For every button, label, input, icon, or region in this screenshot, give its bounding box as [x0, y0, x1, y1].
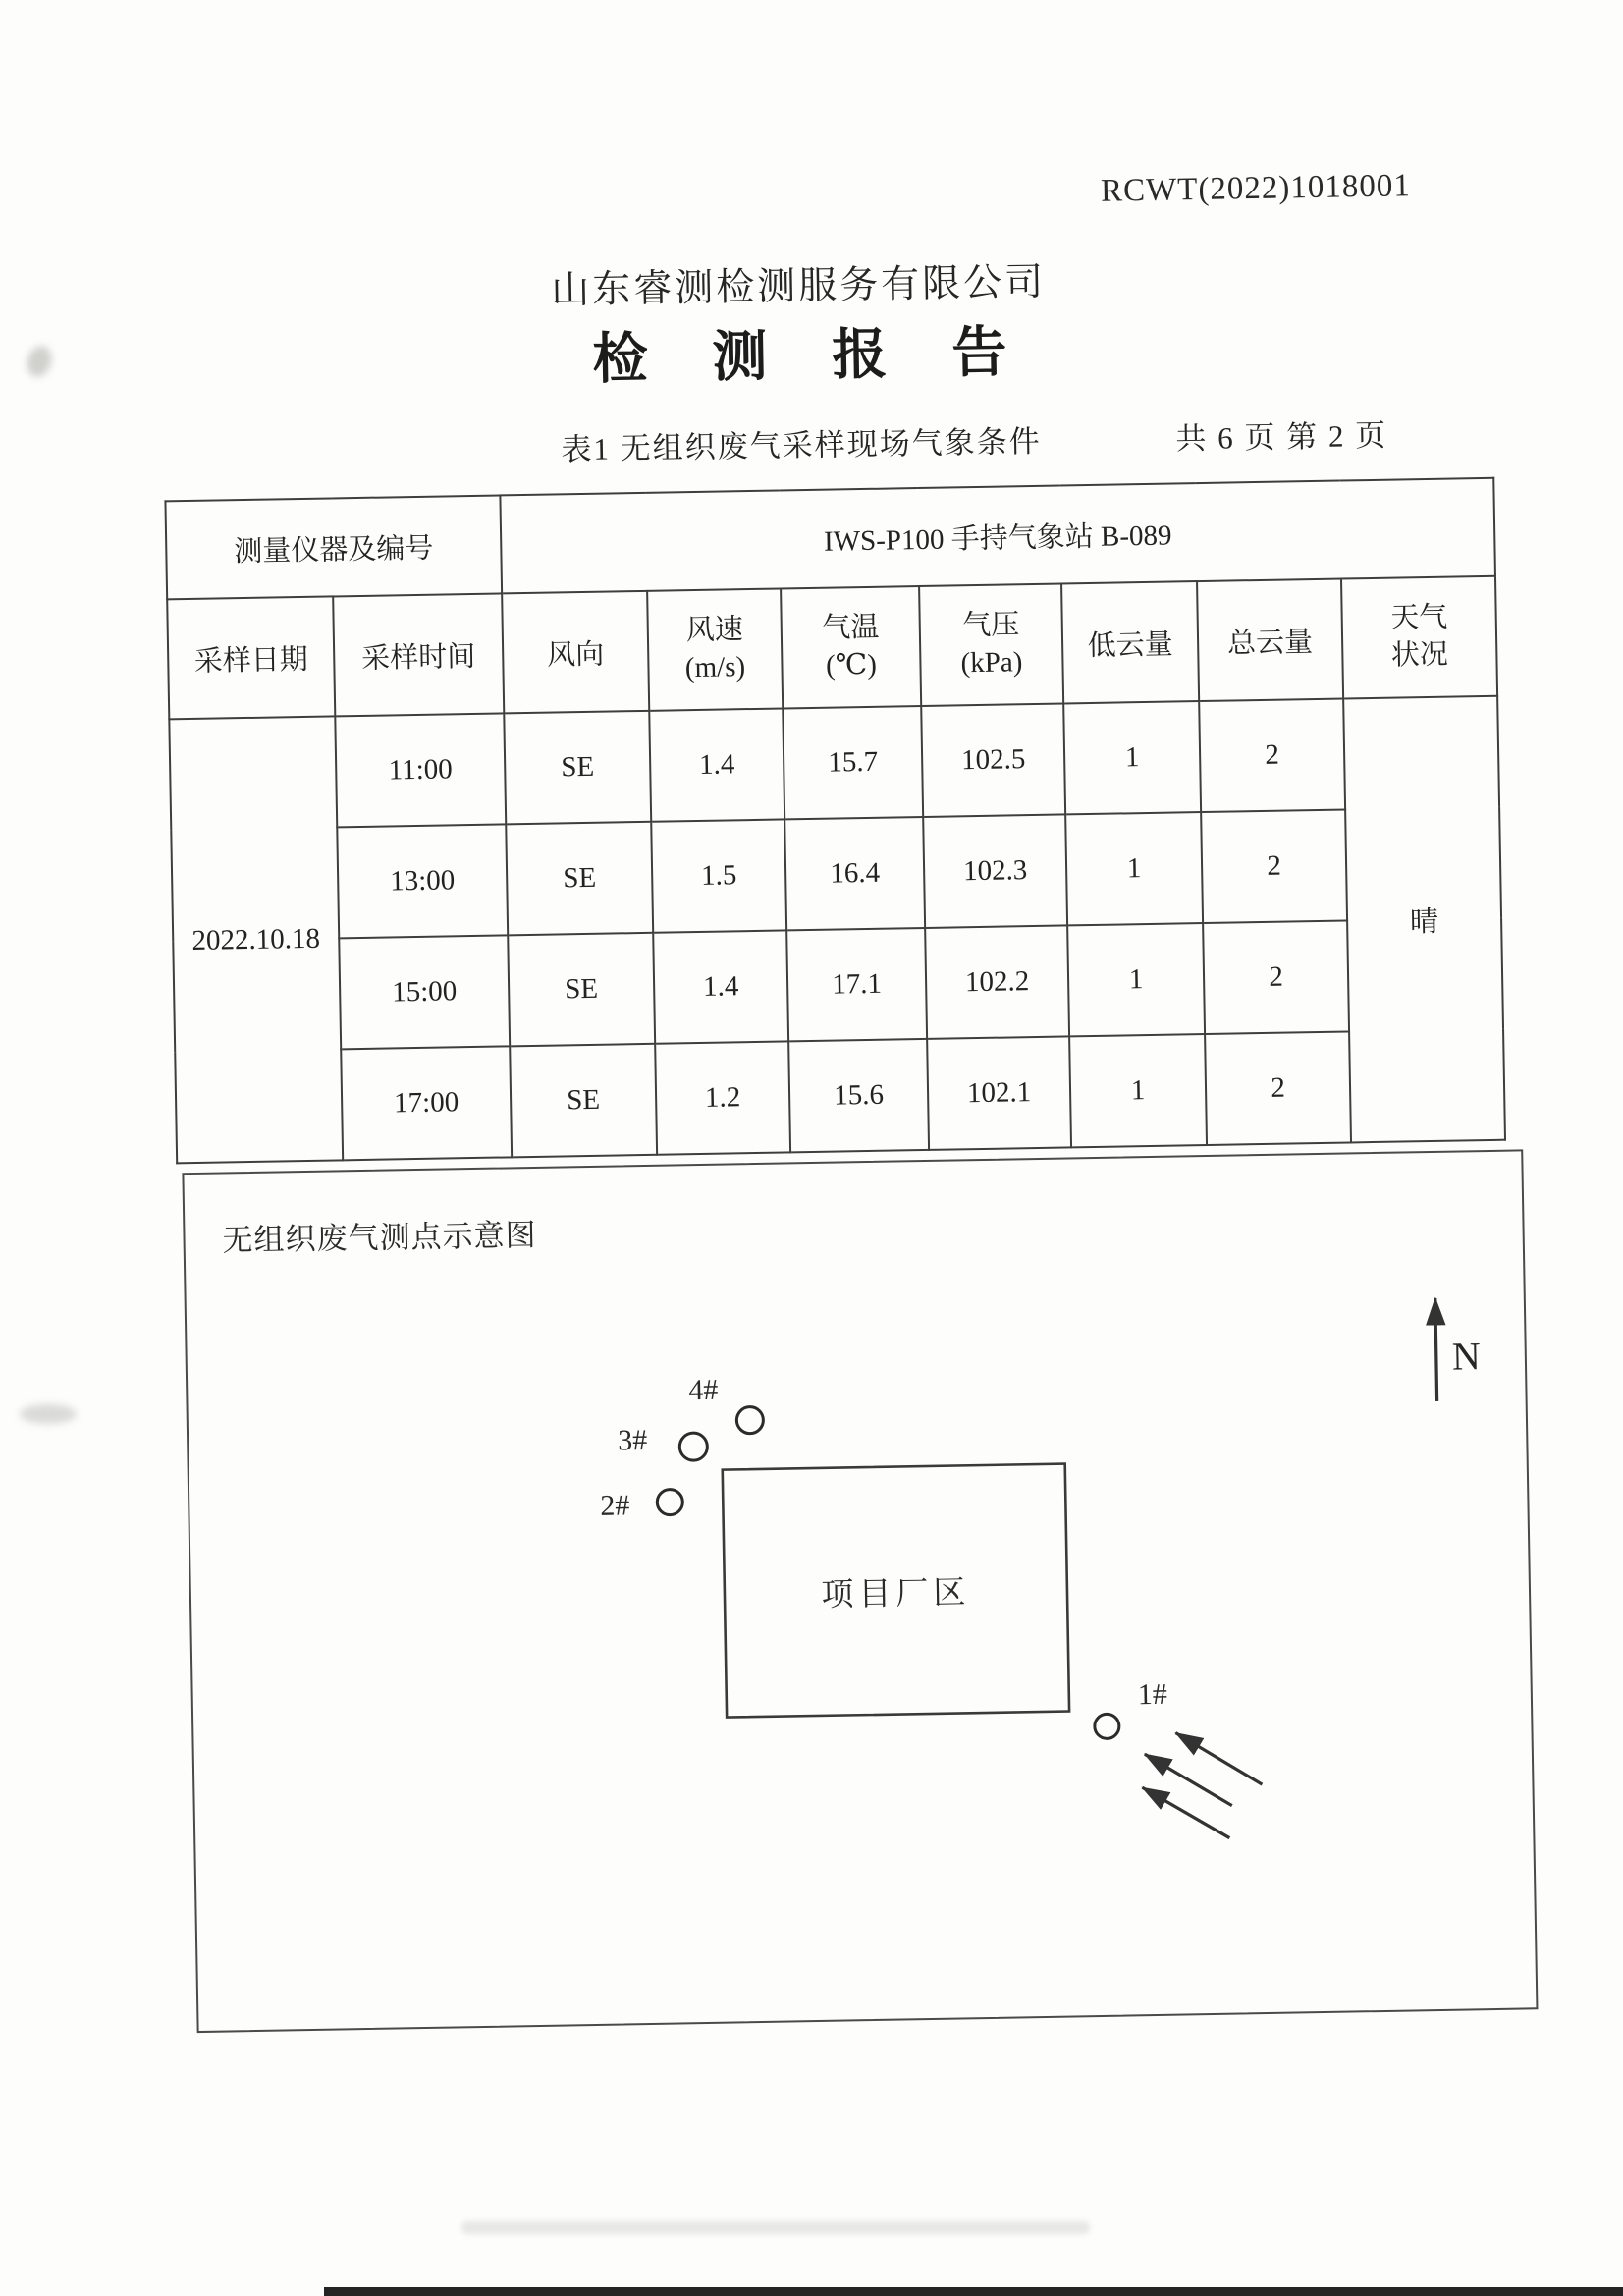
header-weather-line2: 状况: [1390, 638, 1449, 672]
header-sample-time: 采样时间: [333, 593, 504, 716]
cell-temperature: 15.6: [788, 1039, 929, 1152]
header-wind-speed-unit: (m/s): [684, 651, 746, 684]
cell-time: 15:00: [339, 935, 510, 1049]
table-caption: 表1 无组织废气采样现场气象条件: [561, 423, 1042, 467]
wind-arrow: [1145, 1753, 1232, 1808]
cell-time: 11:00: [335, 713, 506, 827]
header-sample-date: 采样日期: [167, 596, 335, 719]
header-wind-speed: [647, 588, 783, 710]
cell-pressure: 102.3: [923, 814, 1067, 928]
cell-pressure: 102.5: [921, 703, 1065, 817]
header-weather-line1: 天气: [1389, 601, 1448, 634]
cell-time: 13:00: [337, 824, 508, 938]
scan-artifact: [20, 1404, 77, 1424]
point-1-circle: [1095, 1714, 1119, 1738]
report-number: RCWT(2022)1018001: [1100, 168, 1412, 209]
cell-wind-speed: 1.5: [651, 819, 786, 932]
header-temperature: [781, 586, 921, 708]
cell-wind-speed: 1.2: [655, 1041, 790, 1154]
cell-temperature: 17.1: [786, 928, 927, 1041]
header-weather: [1341, 576, 1497, 699]
diagram-title: 无组织废气测点示意图: [222, 1217, 537, 1258]
scan-edge-strip: [324, 2287, 1623, 2296]
header-wind-direction: 风向: [502, 591, 649, 714]
cell-low-cloud: 1: [1069, 1034, 1207, 1147]
cell-time: 17:00: [341, 1046, 512, 1160]
point-2-label: 2#: [600, 1489, 630, 1522]
cell-pressure: 102.2: [925, 925, 1069, 1039]
cell-total-cloud: 2: [1203, 920, 1349, 1034]
north-arrow: [1435, 1298, 1437, 1401]
plant-site-label: 项目厂区: [821, 1574, 971, 1613]
cell-low-cloud: 1: [1063, 701, 1201, 814]
company-name: 山东睿测检测服务有限公司: [550, 260, 1047, 312]
cell-temperature: 15.7: [783, 706, 923, 819]
header-pressure-label: 气压: [962, 609, 1020, 642]
instrument-label: 测量仪器及编号: [165, 495, 502, 599]
report-title: 检 测 报 告: [591, 321, 1033, 391]
header-pressure: [919, 583, 1063, 706]
cell-weather: 晴: [1343, 696, 1505, 1143]
cell-wind-speed: 1.4: [653, 930, 788, 1043]
header-temperature-unit: (℃): [825, 648, 878, 682]
cell-wind-direction: SE: [510, 1044, 657, 1158]
wind-arrow: [1175, 1731, 1262, 1786]
cell-low-cloud: 1: [1065, 812, 1203, 925]
meteorological-conditions-table: [164, 477, 1506, 1165]
point-4-label: 4#: [688, 1373, 719, 1407]
cell-wind-direction: SE: [506, 822, 653, 936]
header-low-cloud: 低云量: [1061, 581, 1199, 703]
cell-low-cloud: 1: [1067, 923, 1205, 1036]
north-label: N: [1451, 1334, 1482, 1379]
header-total-cloud: 总云量: [1197, 579, 1343, 702]
page-indicator: 共 6 页 第 2 页: [1175, 417, 1388, 457]
cell-temperature: 16.4: [784, 817, 925, 930]
table-header-row: [167, 576, 1497, 720]
cell-total-cloud: 2: [1199, 698, 1345, 812]
cell-wind-direction: SE: [508, 933, 655, 1047]
cell-total-cloud: 2: [1205, 1031, 1351, 1145]
scan-artifact: [461, 2221, 1090, 2234]
point-2-circle: [657, 1489, 682, 1514]
header-pressure-unit: (kPa): [960, 646, 1023, 680]
cell-pressure: 102.1: [927, 1036, 1071, 1150]
cell-wind-speed: 1.4: [649, 708, 784, 821]
point-3-circle: [679, 1433, 707, 1460]
wind-arrow: [1142, 1786, 1229, 1840]
cell-sample-date: 2022.10.18: [169, 716, 343, 1163]
table-row: [175, 1029, 1505, 1164]
cell-total-cloud: 2: [1201, 809, 1347, 923]
point-3-label: 3#: [617, 1423, 648, 1457]
point-1-label: 1#: [1137, 1677, 1168, 1712]
header-temperature-label: 气温: [822, 612, 880, 645]
instrument-value: IWS-P100 手持气象站 B-089: [500, 478, 1495, 594]
header-wind-speed-label: 风速: [685, 614, 744, 647]
point-4-circle: [736, 1406, 763, 1433]
sampling-points-diagram: [182, 1149, 1538, 2033]
cell-wind-direction: SE: [504, 711, 651, 825]
